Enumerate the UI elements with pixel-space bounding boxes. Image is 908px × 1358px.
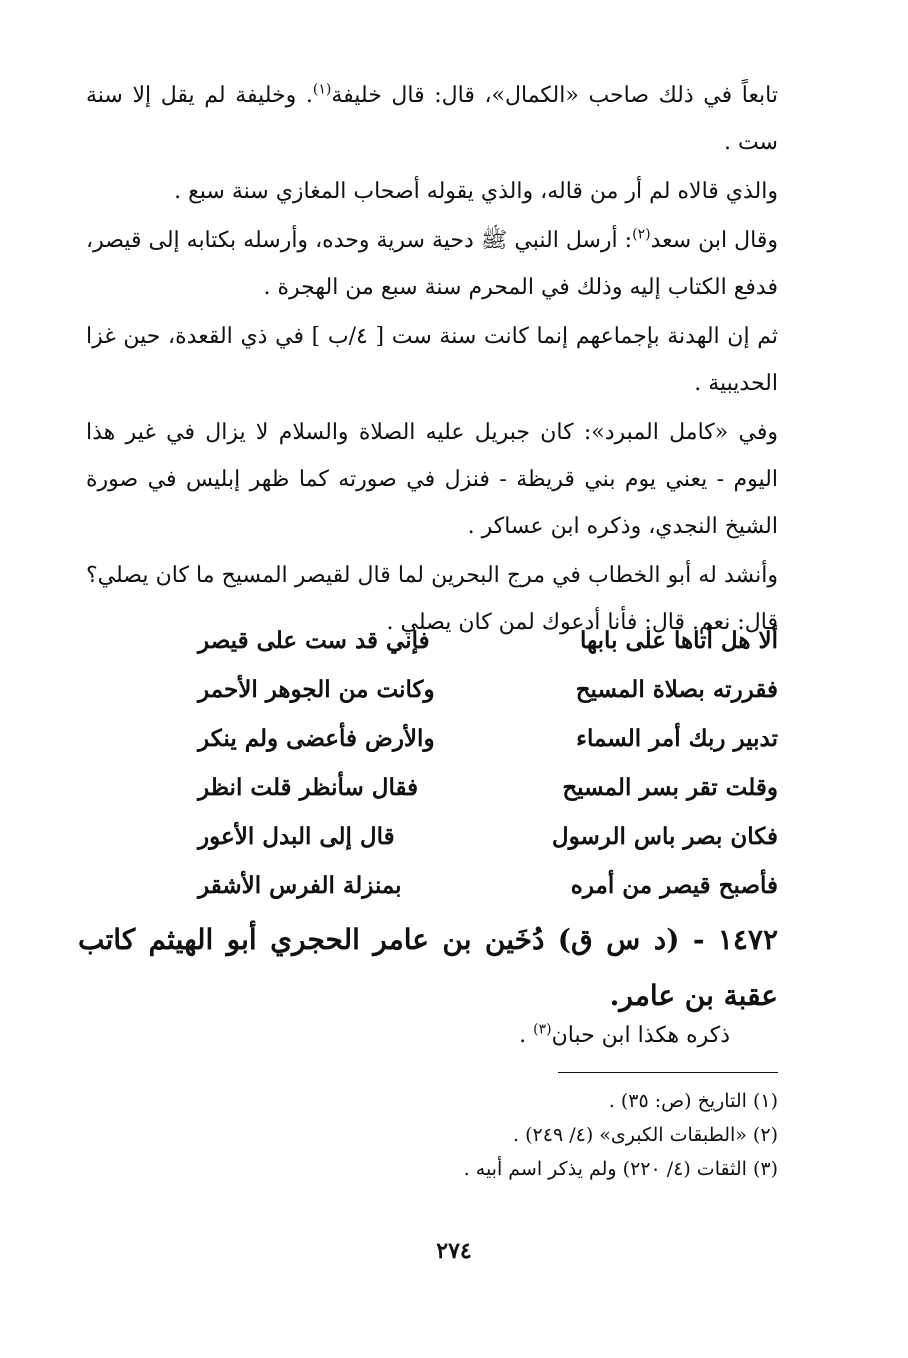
entry-reference [519,1016,730,1056]
footnote: (٢) «الطبقات الكبرى» (٤/ ٢٤٩) . [513,1124,778,1146]
verse-second-hemistich: فإني قد ست على قيصر [198,627,430,654]
verse-first-hemistich: فقررته بصلاة المسيح [575,676,778,703]
paragraph-text: تابعاً في ذلك صاحب «الكمال»، قال: قال خليفة [331,83,779,108]
paragraph [86,72,778,166]
verse [198,616,778,665]
verse-second-hemistich: وكانت من الجوهر الأحمر [198,676,435,703]
verse [198,665,778,714]
paragraph [86,409,778,550]
poem [198,616,778,910]
verse-first-hemistich: تدبير ربك أمر السماء [576,725,778,752]
verse-second-hemistich: بمنزلة الفرس الأشقر [198,872,402,899]
footnote-marker[interactable]: (٢) [632,226,651,243]
verse-first-hemistich: ألا هل أتاها على بابها [580,627,778,654]
verse [198,763,778,812]
verse-first-hemistich: وقلت تقر بسر المسيح [562,774,778,801]
paragraph-text: . وخليفة لم يقل إلا سنة ست . [86,83,778,155]
paragraph [86,313,778,407]
paragraph-text: وقال ابن سعد [650,228,778,253]
paragraph-text: وأنشد له أبو الخطاب في مرج البحرين لما قال لقيصر المسيح ما كان يصلي؟ قال: نعم. قال: فأنا أدعوك لمن كان يصلي . [86,563,778,635]
paragraph-text: والذي قالاه لم أر من قاله، والذي يقوله أصحاب المغازي سنة سبع . [174,179,778,204]
verse [198,812,778,861]
verse [198,714,778,763]
verse-second-hemistich: والأرض فأعضى ولم ينكر [198,725,435,752]
footnote: (٣) الثقات (٤/ ٢٢٠) ولم يذكر اسم أبيه . [463,1158,778,1180]
verse-first-hemistich: فكان بصر باس الرسول [551,823,778,850]
entry-heading: ١٤٧٢ - (د س ق) دُخَين بن عامر الحجري أبو الهيثم كاتب عقبة بن عامر. [78,923,778,1012]
footnote-divider [558,1072,778,1073]
verse-second-hemistich: قال إلى البدل الأعور [198,823,395,850]
footnote: (١) التاريخ (ص: ٣٥) . [608,1090,778,1112]
paragraph-text: وفي «كامل المبرد»: كان جبريل عليه الصلاة والسلام لا يزال في غير هذا اليوم - يعني يوم بني قريظة - فنزل في صورته كما ظهر إبليس في صورة الشيخ النجدي، وذكره ابن عساكر . [86,420,778,539]
verse-first-hemistich: فأصبح قيصر من أمره [570,872,778,899]
verse [198,861,778,910]
main-text [86,72,778,648]
paragraph [86,217,778,311]
paragraph [86,168,778,215]
footnotes [86,1084,778,1186]
entry-reference-text: ذكره هكذا ابن حبان [551,1023,730,1048]
footnote-marker[interactable]: (٣) [533,1021,552,1038]
paragraph-text: : أرسل النبي ﷺ دحية سرية وحده، وأرسله بكتابه إلى قيصر، فدفع الكتاب إليه وذلك في المحرم سنة سبع من الهجرة . [86,228,778,300]
verse-second-hemistich: فقال سأنظر قلت انظر [198,774,419,801]
entry-reference-text: . [519,1023,534,1048]
page-number: ٢٧٤ [436,1238,472,1264]
paragraph-text: ثم إن الهدنة بإجماعهم إنما كانت سنة ست [ ٤/ب ] في ذي القعدة، حين غزا الحديبية . [86,324,778,396]
footnote-marker[interactable]: (١) [312,81,332,98]
